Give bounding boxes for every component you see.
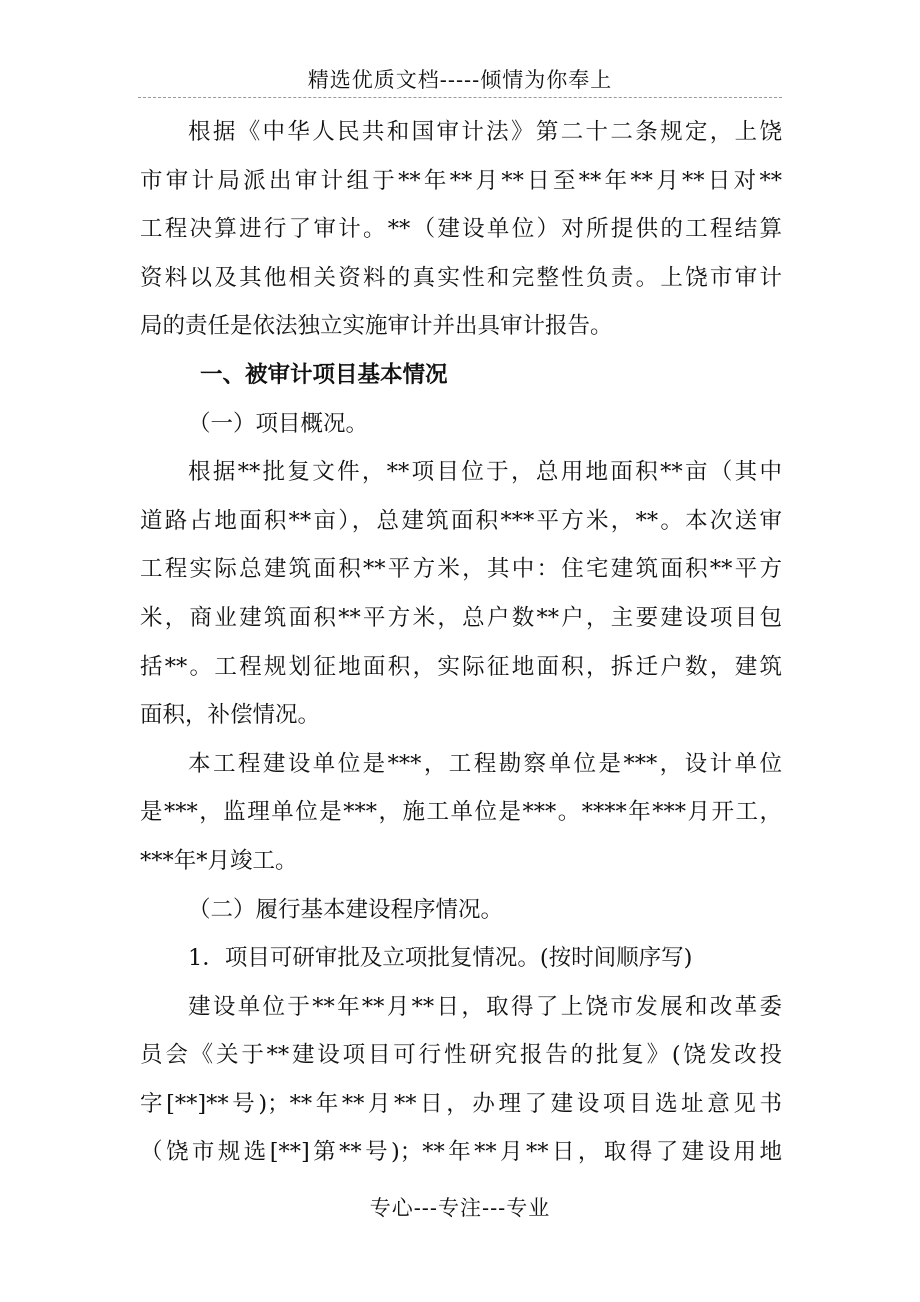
paragraph-line: ***年*月竣工。: [140, 847, 298, 874]
paragraph-line: 是***，监理单位是***，施工单位是***。****年***月开工，: [140, 799, 782, 826]
paragraph-line: 根据**批复文件，**项目位于，总用地面积**亩（其中: [188, 459, 782, 486]
paragraph-line: 括**。工程规划征地面积，实际征地面积，拆迁户数，建筑: [140, 653, 782, 680]
paragraph-line: 工程实际总建筑面积**平方米，其中：住宅建筑面积**平方: [140, 556, 782, 583]
paragraph-line: 市审计局派出审计组于**年**月**日至**年**月**日对**: [140, 167, 782, 194]
document-body: [140, 108, 782, 1177]
page-header: 精选优质文档-----倾情为你奉上: [307, 68, 613, 92]
subsection-heading: （二）履行基本建设程序情况。: [188, 896, 504, 923]
item-heading: 1．项目可研审批及立项批复情况。(按时间顺序写): [188, 945, 693, 972]
paragraph-line: 道路占地面积**亩），总建筑面积***平方米，**。本次送审: [140, 507, 782, 534]
paragraph-line: 根据《中华人民共和国审计法》第二十二条规定，上饶: [188, 119, 782, 145]
paragraph-line: 本工程建设单位是***，工程勘察单位是***，设计单位: [188, 750, 782, 777]
header-divider: [138, 97, 782, 98]
paragraph-line: 员会《关于**建设项目可行性研究报告的批复》(饶发改投: [140, 1042, 782, 1069]
paragraph-line: 局的责任是依法独立实施审计并出具审计报告。: [140, 313, 613, 340]
paragraph-line: 米，商业建筑面积**平方米，总户数**户，主要建设项目包: [140, 604, 782, 631]
paragraph-line: 建设单位于**年**月**日，取得了上饶市发展和改革委: [188, 993, 782, 1020]
page-footer: 专心---专注---专业: [369, 1196, 551, 1220]
paragraph-line: 字[**]**号)；**年**月**日，办理了建设项目选址意见书: [140, 1090, 782, 1117]
subsection-heading: （一）项目概况。: [188, 410, 369, 437]
section-heading: 一、被审计项目基本情况: [200, 361, 448, 388]
paragraph-line: （饶市规选[**]第**号)；**年**月**日，取得了建设用地: [140, 1139, 782, 1166]
paragraph-line: 面积，补偿情况。: [140, 702, 321, 729]
paragraph-line: 资料以及其他相关资料的真实性和完整性负责。上饶市审计: [140, 264, 782, 291]
paragraph-line: 工程决算进行了审计。**（建设单位）对所提供的工程结算: [140, 216, 782, 243]
